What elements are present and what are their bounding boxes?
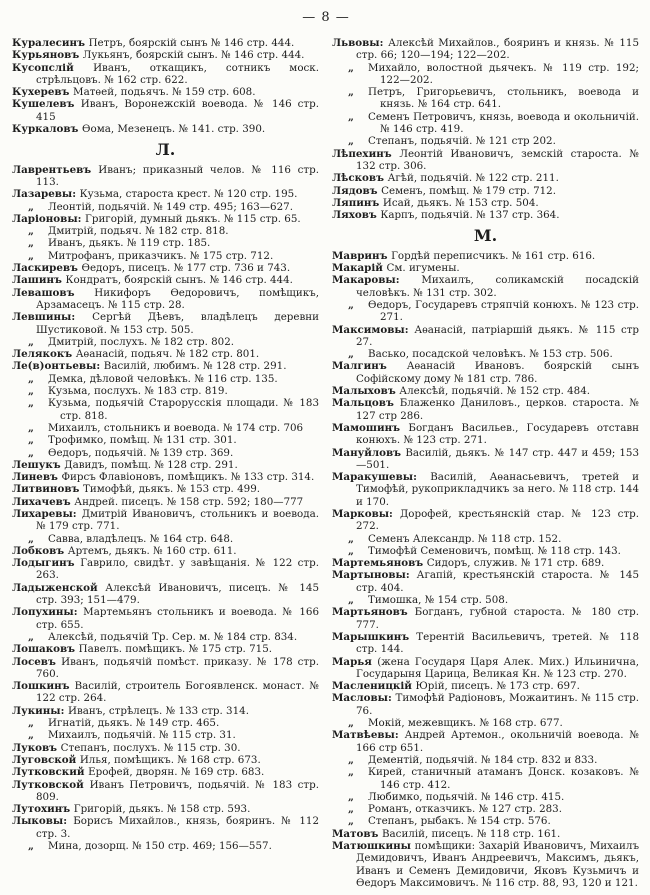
entry-surname: Левшины: <box>12 311 93 324</box>
index-subentry <box>332 766 639 791</box>
index-entry <box>332 397 639 422</box>
entry-text: Аѳанасій, патріаршій дьякъ. № 115 стр 27. <box>356 323 639 348</box>
ditto-mark: „ <box>348 110 354 123</box>
index-entry <box>12 656 319 681</box>
entry-text: Дорофей, крестьянскій стар. № 123 стр. 272. <box>356 507 639 533</box>
entry-surname: Мавринъ <box>332 249 392 262</box>
entry-text: Гаврило, свидѣт. у завѣщанія. № 122 стр. 263. <box>36 557 319 582</box>
entry-text: Богданъ Васильев., Государевъ отставн конюхъ. № 123 стр. 271. <box>356 421 640 447</box>
index-entry <box>332 360 639 385</box>
entry-text: Лукьянъ, боярскій сынъ. № 146 стр. 444. <box>82 49 305 62</box>
index-entry <box>12 348 319 360</box>
entry-text: Алексѣй, подьячій. № 152 стр. 484. <box>399 385 591 398</box>
index-entry <box>12 262 319 274</box>
index-subentry <box>332 86 639 111</box>
index-entry <box>332 557 639 569</box>
entry-surname: Лихаревы: <box>12 507 82 520</box>
index-entry <box>332 324 639 349</box>
entry-surname: Лихачевъ <box>12 495 75 508</box>
entry-surname: Лутковский <box>12 766 89 779</box>
index-subentry <box>12 225 319 237</box>
index-entry <box>12 496 319 508</box>
entry-text: Василій, строитель Богоявленск. монаст. № 122 стр. 264. <box>36 680 319 705</box>
entry-text: Андрей. писецъ. № 158 стр. 592; 180—777 <box>74 495 304 508</box>
index-subentry <box>12 201 319 213</box>
entry-text: Дмитрій, подьяч. № 182 стр. 818. <box>48 225 229 238</box>
entry-surname: Лошаковъ <box>12 643 79 656</box>
entry-text: Василій, Аѳанасьевичъ, третей и Тимофѣй, рукоприкладчикъ за него. № 118 стр. 144 и 170. <box>356 471 639 508</box>
ditto-mark: „ <box>28 225 34 238</box>
ditto-mark: „ <box>28 200 34 213</box>
index-entry <box>332 37 639 62</box>
index-entry <box>332 631 639 656</box>
entry-text: Степанъ, рыбакъ. № 154 стр. 576. <box>368 815 551 828</box>
entry-text: Трофимко, помѣщ. № 131 стр. 301. <box>48 434 237 447</box>
entry-text: Кузьма, староста крест. № 120 стр. 195. <box>79 188 298 201</box>
ditto-mark: „ <box>348 86 354 99</box>
index-entry <box>12 643 319 655</box>
index-subentry <box>12 729 319 741</box>
entry-text: Ерофей, дворян. № 169 стр. 683. <box>88 766 265 779</box>
entry-text: Петръ, боярскій сынъ № 146 стр. 444. <box>88 37 295 49</box>
entry-text: Илья, помѣщикъ. № 168 стр. 673. <box>79 753 261 766</box>
ditto-mark: „ <box>28 446 34 459</box>
entry-surname: Литвиновъ <box>12 483 83 496</box>
entry-text: Фирсъ Флавіоновъ, помѣщикъ. № 133 стр. 314. <box>61 471 315 484</box>
entry-text: Тимофѣй, дьякъ. № 153 стр. 499. <box>82 483 261 496</box>
entry-text: Михаилъ, стольникъ и воевода. № 174 стр. 706 <box>48 421 304 434</box>
entry-text: Матѳей, подьячъ. № 159 стр. 608. <box>73 86 256 99</box>
entry-text: Терентій Васильевичъ, третей. № 118 стр. 144. <box>356 630 639 656</box>
entry-surname: Марышкинъ <box>332 630 417 643</box>
index-entry <box>12 508 319 533</box>
section-header: Л. <box>155 140 176 160</box>
entry-text: Аѳанасій, подьяч. № 182 стр. 801. <box>75 348 260 361</box>
index-subentry <box>12 434 319 446</box>
entry-surname: Ларіоновы: <box>12 212 86 225</box>
index-entry <box>12 705 319 717</box>
index-entry <box>332 447 639 472</box>
entry-surname: Лыковы: <box>12 815 74 828</box>
index-subentry <box>332 791 639 803</box>
index-entry <box>12 274 319 286</box>
index-subentry <box>332 594 639 606</box>
entry-surname: Луковъ <box>12 741 61 754</box>
index-entry <box>12 164 319 189</box>
entry-surname: Лѣсковъ <box>332 172 388 185</box>
index-entry <box>12 311 319 336</box>
ditto-mark: „ <box>28 630 34 643</box>
entry-surname: Левашовъ <box>12 286 95 299</box>
index-entry <box>332 840 639 889</box>
entry-surname: Лашинъ <box>12 274 66 287</box>
index-entry <box>12 123 319 135</box>
entry-surname: Максимовы: <box>332 323 415 336</box>
entry-text: Дмитрій, послухъ. № 182 стр. 802. <box>48 335 235 348</box>
index-subentry <box>12 373 319 385</box>
entry-surname: Кушелевъ <box>12 98 81 111</box>
index-subentry <box>12 397 319 422</box>
index-entry <box>332 209 639 221</box>
index-subentry <box>12 533 319 545</box>
ditto-mark: „ <box>348 790 354 803</box>
entry-text: Иванъ Петровичъ, подьячій. № 183 стр. 809. <box>36 778 319 803</box>
entry-surname: Лукины: <box>12 704 69 717</box>
index-entry <box>332 172 639 184</box>
ditto-mark: „ <box>28 249 34 262</box>
entry-text: Богданъ, губной староста. № 180 стр. 777. <box>356 606 639 631</box>
entry-text: Иванъ, откащикъ, сотникъ моск. стрѣльцовъ. № 162 стр. 622. <box>36 61 319 86</box>
left-column <box>12 37 319 889</box>
index-entry <box>12 557 319 582</box>
index-subentry <box>332 815 639 827</box>
entry-surname: Мальцовъ <box>332 397 400 410</box>
section-header: М. <box>473 226 498 246</box>
entry-text: Степанъ, послухъ. № 115 стр. 30. <box>60 741 241 754</box>
index-subentry <box>12 237 319 249</box>
entry-surname: Лазаревы: <box>12 188 80 201</box>
entry-surname: Матюшкины <box>332 840 415 852</box>
entry-text: Семенъ Александр. № 118 стр. 152. <box>368 532 562 545</box>
entry-surname: Макаровы: <box>332 274 422 287</box>
entry-text: Кузьма, подьячій Старорусскія площади. № 183 стр. 818. <box>48 397 319 422</box>
entry-text: Михайло, волостной дьячекъ. № 119 стр. 192; 122—202. <box>368 61 639 86</box>
index-subentry <box>12 717 319 729</box>
ditto-mark: „ <box>28 434 34 447</box>
entry-text: Мокій, межевщикъ. № 168 стр. 677. <box>368 717 563 730</box>
ditto-mark: „ <box>28 729 34 742</box>
index-entry <box>332 148 639 173</box>
index-entry <box>12 754 319 766</box>
ditto-mark: „ <box>28 335 34 348</box>
entry-text: Игнатій, дьякъ. № 149 стр. 465. <box>48 717 220 730</box>
index-subentry <box>332 754 639 766</box>
entry-text: Кондратъ, боярскій сынъ. № 146 стр. 444. <box>65 274 293 287</box>
entry-surname: Лѣпехинъ <box>332 147 400 160</box>
ditto-mark: „ <box>348 135 354 148</box>
index-entry <box>12 606 319 631</box>
entry-text: Ѳедоръ, подьячій. № 139 стр. 369. <box>48 446 234 459</box>
entry-text: Давидъ, помѣщ. № 128 стр. 291. <box>64 458 238 471</box>
ditto-mark: „ <box>28 421 34 434</box>
index-entry <box>12 742 319 754</box>
entry-surname: Лосевъ <box>12 655 62 668</box>
entry-surname: Марья <box>332 655 378 668</box>
entry-text: Никифоръ Ѳедоровичъ, помѣщикъ, Арзамасецъ. № 115 стр. 28. <box>36 286 319 311</box>
entry-text: Мартемьянъ стольникъ и воевода. № 166 стр. 655. <box>36 606 320 631</box>
ditto-mark: „ <box>28 840 34 852</box>
entry-text: Иванъ, подьячій помѣст. приказу. № 178 стр. 760. <box>36 655 319 680</box>
entry-surname: Мануйловъ <box>332 446 406 459</box>
entry-surname: Матовъ <box>332 827 382 840</box>
index-entry <box>12 188 319 200</box>
index-entry <box>12 459 319 471</box>
index-entry <box>12 98 319 123</box>
entry-text: Гордѣй переписчикъ. № 161 стр. 616. <box>391 249 596 262</box>
index-entry <box>12 582 319 607</box>
index-subentry <box>12 385 319 397</box>
entry-text: Семенъ Петровичъ, князь, воевода и окольничій. № 146 стр. 419. <box>368 110 639 136</box>
index-entry <box>332 828 639 840</box>
entry-text: Мина, дозорщ. № 150 стр. 469; 156—557. <box>48 840 272 852</box>
ditto-mark: „ <box>348 348 354 361</box>
entry-surname: Львовы: <box>332 37 389 49</box>
entry-text: Андрей Артемон., окольничій воевода. № 166 стр 651. <box>356 729 639 754</box>
entry-surname: Макарій <box>332 262 387 275</box>
ditto-mark: „ <box>28 532 34 545</box>
ditto-mark: „ <box>28 372 34 385</box>
index-entry <box>332 250 639 262</box>
index-entry <box>332 569 639 594</box>
entry-text: Сергѣй Дѣевъ, владѣлецъ деревни Шустиковой. № 153 стр. 505. <box>36 311 319 336</box>
entry-surname: Мартыновы: <box>332 569 417 582</box>
index-entry <box>12 49 319 61</box>
entry-text: Сидоръ, служив. № 171 стр. 689. <box>426 557 605 570</box>
index-entry <box>332 729 639 754</box>
entry-surname: Лешукъ <box>12 458 65 471</box>
entry-text: Василій, дьякъ. № 147 стр. 447 и 459; 153—501. <box>356 446 639 471</box>
index-entry <box>332 422 639 447</box>
entry-text: Ѳедоръ, писецъ. № 177 стр. 736 и 743. <box>81 262 291 275</box>
index-entry <box>332 197 639 209</box>
index-entry <box>12 680 319 705</box>
index-subentry <box>12 336 319 348</box>
index-entry <box>332 508 639 533</box>
entry-surname: Масловы: <box>332 692 396 705</box>
entry-text: Кузьма, послухъ. № 183 стр. 819. <box>48 385 228 398</box>
entry-surname: Кухеревъ <box>12 86 74 99</box>
index-entry <box>12 37 319 49</box>
entry-surname: Луговской <box>12 753 80 766</box>
index-entry <box>12 86 319 98</box>
entry-surname: Куркаловъ <box>12 123 83 136</box>
index-subentry <box>332 299 639 324</box>
entry-surname: Ле(в)онтьевы: <box>12 360 104 373</box>
entry-text: Дмитрій Ивановичъ, стольникъ и воевода. № 179 стр. 771. <box>36 507 319 533</box>
ditto-mark: „ <box>28 237 34 250</box>
entry-surname: Мартьяновъ <box>332 606 415 619</box>
ditto-mark: „ <box>348 753 354 766</box>
entry-surname: Матвѣевы: <box>332 729 405 742</box>
entry-surname: Малыховъ <box>332 385 400 398</box>
index-entry <box>332 262 639 274</box>
entry-text: Семенъ, помѣщ. № 179 стр. 712. <box>381 184 557 197</box>
ditto-mark: „ <box>348 766 354 779</box>
ditto-mark: „ <box>348 61 354 74</box>
entry-text: Любимко, подьячій. № 146 стр. 415. <box>368 790 565 803</box>
entry-text: Алексѣй Ивановичъ, писецъ. № 145 стр. 393; 151—479. <box>36 581 320 607</box>
entry-surname: Курьяновъ <box>12 49 83 62</box>
entry-surname: Ласкиревъ <box>12 262 82 275</box>
entry-text: Ѳедоръ, Государевъ стряпчій конюхъ. № 123 стр. 271. <box>368 298 639 324</box>
entry-text: Дементій, подьячій. № 184 стр. 832 и 833. <box>368 753 598 766</box>
entry-text: Тимофѣй Семеновичъ, помѣщ. № 118 стр. 143. <box>368 544 621 557</box>
entry-text: (жена Государя Царя Алек. Мих.) Ильинична, Государыня Царица, Великая Кн. № 123 стр. 270. <box>356 655 640 680</box>
entry-text: Тимофѣй Радіоновъ, Можаитинъ. № 115 стр. 76. <box>356 692 639 717</box>
entry-text: Агѣй, подьячій. № 122 стр. 211. <box>387 172 559 185</box>
index-columns <box>12 37 640 889</box>
ditto-mark: „ <box>348 532 354 545</box>
entry-surname: Ладыженской <box>12 581 106 594</box>
entry-text: Митрофанъ, приказчикъ. № 175 стр. 712. <box>48 249 274 262</box>
entry-text: Кирей, станичный атаманъ Донск. козаковъ. № 146 стр. 412. <box>368 766 639 791</box>
ditto-mark: „ <box>28 717 34 730</box>
entry-text: Алексѣй Михайлов., бояринъ и князь. № 115 стр. 66; 120—194; 122—202. <box>356 37 639 62</box>
entry-text: Михаилъ, соликамскій посадскій человѣкъ. № 131 стр. 302. <box>356 274 640 299</box>
entry-text: Аѳанасій Ивановъ. боярскій сынъ Софійскому дому № 181 стр. 786. <box>356 360 639 385</box>
entry-surname: Лядовъ <box>332 184 382 197</box>
entry-text: Романъ, отказчикъ. № 127 стр. 283. <box>368 803 562 816</box>
entry-text: Михаилъ, подьячій. № 115 стр. 31. <box>48 729 236 742</box>
index-subentry <box>12 422 319 434</box>
entry-surname: Лелякокъ <box>12 348 76 361</box>
entry-text: Петръ, Григорьевичъ, стольникъ, воевода и князь. № 164 стр. 641. <box>368 86 639 111</box>
entry-surname: Линевъ <box>12 471 62 484</box>
entry-surname: Лошкинъ <box>12 680 75 693</box>
index-entry <box>12 766 319 778</box>
index-entry <box>332 274 639 299</box>
entry-text: Алексѣй, подьячій Тр. Сер. м. № 184 стр. 834. <box>48 630 298 643</box>
index-subentry <box>332 135 639 147</box>
entry-text: Борисъ Михайлов., князь, бояринъ. № 112 стр. 3. <box>36 815 319 840</box>
ditto-mark: „ <box>348 594 354 607</box>
entry-text: Карпъ, подьячій. № 137 стр. 364. <box>380 209 560 222</box>
entry-surname: Мамошинъ <box>332 421 409 434</box>
entry-text: Василій, любимъ. № 128 стр. 291. <box>103 360 287 373</box>
entry-surname: Лутковской <box>12 778 90 791</box>
ditto-mark: „ <box>28 397 34 410</box>
index-subentry <box>332 348 639 360</box>
index-entry <box>332 606 639 631</box>
index-entry <box>332 656 639 681</box>
entry-text: Тимошка, № 154 стр. 508. <box>368 594 509 607</box>
ditto-mark: „ <box>348 717 354 730</box>
entry-surname: Лутохинъ <box>12 803 74 816</box>
entry-text: Иванъ; приказный челов. № 116 стр. 113. <box>36 163 319 188</box>
ditto-mark: „ <box>28 385 34 398</box>
entry-text: Леонтій, подьячій. № 149 стр. 495; 163—627. <box>48 200 293 213</box>
index-subentry <box>12 250 319 262</box>
entry-surname: Лобковъ <box>12 544 68 557</box>
entry-text: Иванъ, дьякъ. № 119 стр. 185. <box>48 237 211 250</box>
index-entry <box>12 360 319 372</box>
entry-text: См. игумены. <box>386 262 460 275</box>
index-entry <box>12 62 319 87</box>
index-subentry <box>12 631 319 643</box>
ditto-mark: „ <box>348 803 354 816</box>
ditto-mark: „ <box>348 815 354 828</box>
index-subentry <box>332 717 639 729</box>
entry-text: Демка, дѣловой человѣкъ. № 116 стр. 135. <box>48 372 278 385</box>
entry-text: Григорій, дьякъ. № 158 стр. 593. <box>73 803 251 816</box>
index-subentry <box>332 62 639 87</box>
entry-text: Степанъ, подьячій. № 121 стр 202. <box>368 135 556 148</box>
entry-text: Григорій, думный дьякъ. № 115 стр. 65. <box>85 212 301 225</box>
entry-text: Агапій, крестьянскій староста. № 145 стр. 404. <box>356 569 639 594</box>
entry-surname: Мартемьяновъ <box>332 557 427 570</box>
index-subentry <box>332 545 639 557</box>
ditto-mark: „ <box>348 544 354 557</box>
entry-surname: Марковы: <box>332 507 400 520</box>
entry-surname: Ляховъ <box>332 209 381 222</box>
entry-text: Блаженко Даниловъ., церков. староста. № 127 стр 286. <box>356 397 639 422</box>
index-subentry <box>332 803 639 815</box>
entry-surname: Лопухины: <box>12 606 84 619</box>
entry-text: Павелъ. помѣщикъ. № 175 стр. 715. <box>78 643 273 656</box>
entry-text: Юрій, писецъ. № 173 стр. 697. <box>415 680 580 693</box>
page-number: — 8 — <box>302 10 350 25</box>
index-subentry <box>332 533 639 545</box>
index-entry <box>12 483 319 495</box>
index-entry <box>12 803 319 815</box>
index-entry <box>332 680 639 692</box>
entry-surname: Малгинъ <box>332 360 407 373</box>
entry-text: Исай, дьякъ. № 153 стр. 504. <box>382 196 539 209</box>
entry-text: Савва, владѣлецъ. № 164 стр. 648. <box>48 532 234 545</box>
entry-surname: Кусопслій <box>12 61 94 74</box>
index-entry <box>12 287 319 312</box>
ditto-mark: „ <box>348 298 354 311</box>
entry-surname: Ляпинъ <box>332 196 383 209</box>
entry-text: Артемъ, дьякъ. № 160 стр. 611. <box>67 544 237 557</box>
index-subentry <box>332 111 639 136</box>
index-entry <box>12 779 319 804</box>
index-entry <box>12 545 319 557</box>
entry-text: Васько, посадской человѣкъ. № 153 стр. 506. <box>368 348 613 361</box>
entry-surname: Куралесинъ <box>12 37 89 49</box>
entry-text: Василій, писецъ. № 118 стр. 161. <box>381 827 561 840</box>
entry-text: Иванъ, Воронежскій воевода. № 146 стр. 415 <box>36 98 319 123</box>
index-entry <box>332 385 639 397</box>
index-entry <box>332 471 639 508</box>
entry-surname: Лодыгинъ <box>12 557 81 570</box>
entry-text: Ѳома, Мезенецъ. № 141. стр. 390. <box>82 123 266 136</box>
right-column <box>332 37 639 889</box>
entry-text: помѣщики: Захарій Ивановичъ, Михаилъ Демидовичъ, Иванъ Андреевичъ, Максимъ, дьякъ, Иванъ и Семенъ Демидовичи, Яковъ Кузьмичъ и Ѳедоръ Максимовичъ. № 116 стр. 88, 93, 120 и 121. <box>356 840 639 889</box>
index-entry <box>332 185 639 197</box>
index-subentry <box>12 447 319 459</box>
entry-text: Иванъ, стрѣлецъ. № 133 стр. 314. <box>68 704 249 717</box>
entry-surname: Маракушевы: <box>332 471 431 484</box>
index-entry <box>332 692 639 717</box>
index-entry <box>12 213 319 225</box>
index-entry <box>12 815 319 840</box>
index-subentry <box>12 840 319 852</box>
index-entry <box>12 471 319 483</box>
entry-surname: Масленицкій <box>332 680 416 693</box>
entry-surname: Лаврентьевъ <box>12 163 99 176</box>
entry-text: Леонтій Ивановичъ, земскій староста. № 132 стр. 306. <box>356 147 639 172</box>
